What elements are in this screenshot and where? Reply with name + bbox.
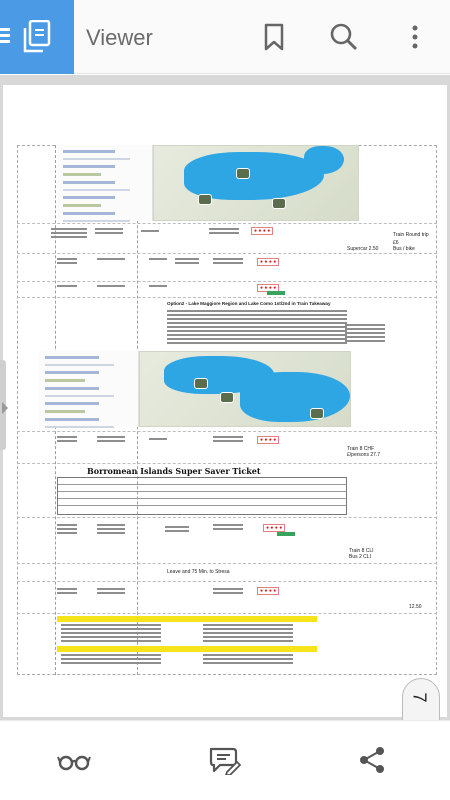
note-train-cli: Train 8 CLI [349, 548, 374, 554]
annotate-icon[interactable] [207, 745, 241, 775]
table-row: ● ● ● ● 12.50 [17, 581, 437, 611]
info-block [17, 613, 437, 675]
note-supercar: Supercar 2.50 [347, 246, 379, 252]
search-icon[interactable] [329, 22, 359, 52]
document-viewer[interactable] [0, 75, 450, 720]
document-page[interactable] [3, 85, 447, 717]
ticket-table [57, 477, 347, 515]
reading-mode-icon[interactable] [57, 745, 91, 775]
option2-block [17, 297, 437, 349]
map-image [139, 351, 351, 427]
ticket-title: Borromean Islands Super Saver Ticket [87, 466, 261, 476]
document-icon[interactable] [22, 20, 52, 54]
table-row: ● ● ● ● [17, 281, 437, 295]
share-icon[interactable] [355, 745, 389, 775]
toolbar-accent [0, 0, 74, 74]
bottom-toolbar [0, 720, 450, 800]
menu-icon[interactable] [0, 28, 10, 44]
highlight-bar [57, 646, 317, 652]
map-image [153, 145, 359, 221]
table-row [17, 563, 437, 579]
chevron-right-icon[interactable] [2, 402, 8, 414]
table-row: ● ● ● ● Train 8 CLI Bus 2 CLI [17, 517, 437, 561]
table-row: ● ● ● ● Train 8 CHF £/persons 27.7 [17, 431, 437, 461]
note-bus: Bus / bike [393, 246, 415, 252]
more-vert-icon[interactable] [400, 22, 430, 52]
note-chf-277: £/persons 27.7 [347, 452, 381, 458]
option2-title: Option2 - Lake Maggiore Region and Lake Como 1st/2nd in Train Takeaway [167, 301, 331, 306]
table-row: ● ● ● ● Train Round trip £6 Supercar 2.50 Bus / bike [17, 223, 437, 251]
page-indicator[interactable] [402, 678, 440, 722]
ticket-section [17, 463, 437, 515]
note-train-8-chf: Train 8 CHF [347, 446, 375, 452]
itinerary-document [17, 145, 437, 715]
note-price: £6 [393, 240, 399, 246]
note-bus-cli: Bus 2 CLI [349, 554, 371, 560]
page-title: Viewer [86, 25, 153, 50]
route-list [39, 351, 139, 427]
bookmark-icon[interactable] [259, 22, 289, 52]
note-leave: Leave and 75 Min. to Stresa [167, 569, 230, 575]
app-toolbar [0, 0, 450, 74]
table-row: ● ● ● ● [17, 253, 437, 279]
highlight-bar [57, 616, 317, 622]
page-number: 7 [409, 692, 430, 703]
route-list [57, 145, 153, 221]
note-price-1250: 12.50 [409, 604, 422, 610]
note-train-roundtrip: Train Round trip [393, 232, 429, 238]
